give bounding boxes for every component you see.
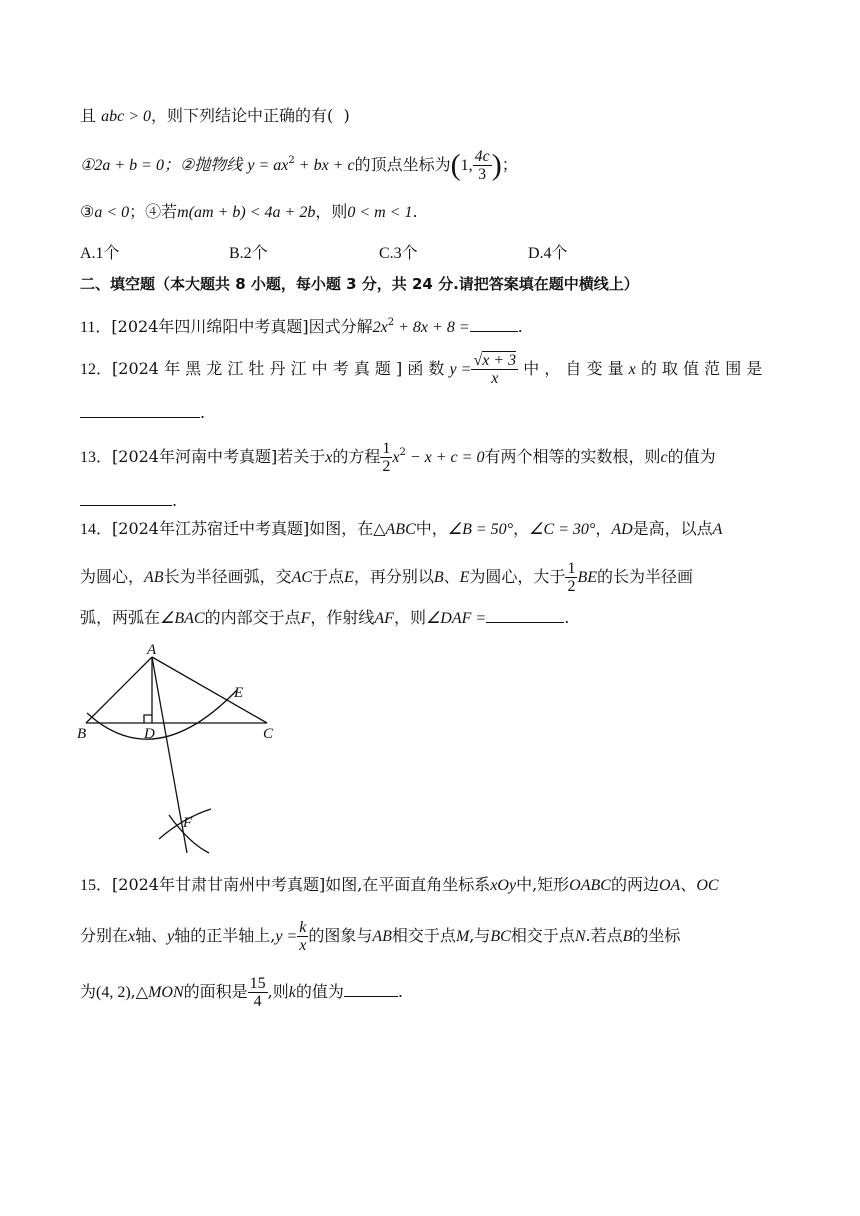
option-d: D.4个: [528, 245, 568, 262]
area-fraction: $\frac{15}{4}$: [249, 975, 266, 1010]
label-F: F: [183, 815, 193, 831]
question-12-answer: .: [80, 402, 205, 424]
label-C: C: [263, 726, 274, 742]
triangle-construction-figure: [75, 635, 305, 865]
option-c: C.3个: [379, 245, 418, 262]
question-15-line-3: 为(4, 2),△MON的面积是 $\frac{15}{4}$ ,则k的值为 .: [80, 975, 403, 1010]
label-B: B: [77, 726, 87, 742]
half-fraction: $\frac{1}{2}$: [382, 440, 391, 475]
question-12: 12．[2024 年 黑 龙 江 牡 丹 江 中 考 真 题 ] 函 数 y = $\frac{√x + 3}{x}$ 中 ， 自 变 量 x 的 取 值 范 围 是: [80, 352, 763, 387]
label-A: A: [147, 642, 157, 658]
q10-stem: 且 abc > 0，则下列结论中正确的有( ): [80, 106, 350, 125]
option-a: A.1个: [80, 245, 120, 262]
answer-blank-12[interactable]: [80, 403, 200, 418]
q10-conclusion-1-2: ①2a + b = 0；②抛物线 $y = ax^2$ + bx + c的顶点坐标为(1, $\frac{4c}{3}$ )；: [80, 148, 518, 183]
option-b: B.2个: [229, 245, 268, 262]
vertex-fraction: $\frac{4c}{3}$: [474, 148, 490, 183]
answer-blank-14[interactable]: [486, 608, 564, 623]
question-14-line-3: 弧，两弧在∠BAC的内部交于点F，作射线AF，则∠DAF = .: [80, 608, 570, 627]
question-13: 13．[2024年河南中考真题]若关于x的方程 $\frac{1}{2}$ $x^2 - x + c = 0$有两个相等的实数根，则c的值为: [80, 440, 716, 475]
half-fraction-14: $\frac{1}{2}$: [567, 560, 576, 595]
question-11: 11．[2024年四川绵阳中考真题]因式分解$2x^2 + 8x + 8$ = .: [80, 317, 523, 336]
answer-blank-13[interactable]: [80, 491, 172, 506]
answer-blank-15[interactable]: [344, 982, 398, 997]
question-13-answer: .: [80, 490, 177, 512]
q10-conclusion-3-4: ③a < 0；④若m(am + b) < 4a + 2b，则0 < m < 1.: [80, 202, 418, 221]
question-14-line-1: 14．[2024年江苏宿迁中考真题]如图，在△ABC中，∠B = 50°，∠C = 30°，AD是高，以点A: [80, 519, 723, 538]
question-15-line-2: 分别在x轴、y轴的正半轴上,y = $\frac{k}{x}$ 的图象与AB相交于点M,与BC相交于点N.若点B的坐标: [80, 919, 681, 954]
function-fraction: $\frac{√x + 3}{x}$: [473, 352, 517, 387]
k-over-x-fraction: $\frac{k}{x}$: [299, 919, 307, 954]
question-15-line-1: 15．[2024年甘肃甘南州中考真题]如图,在平面直角坐标系xOy中,矩形OABC的两边OA、OC: [80, 875, 719, 894]
section-heading: 二、填空题（本大题共 8 小题，每小题 3 分，共 24 分.请把答案填在题中横线上）: [80, 275, 639, 293]
label-E: E: [234, 685, 244, 701]
question-14-line-2: 为圆心，AB长为半径画弧，交AC于点E，再分别以B、E为圆心，大于 $\frac{1}{2}$ BE的长为半径画: [80, 560, 693, 595]
label-D: D: [144, 726, 155, 742]
answer-blank-11[interactable]: [470, 317, 518, 332]
